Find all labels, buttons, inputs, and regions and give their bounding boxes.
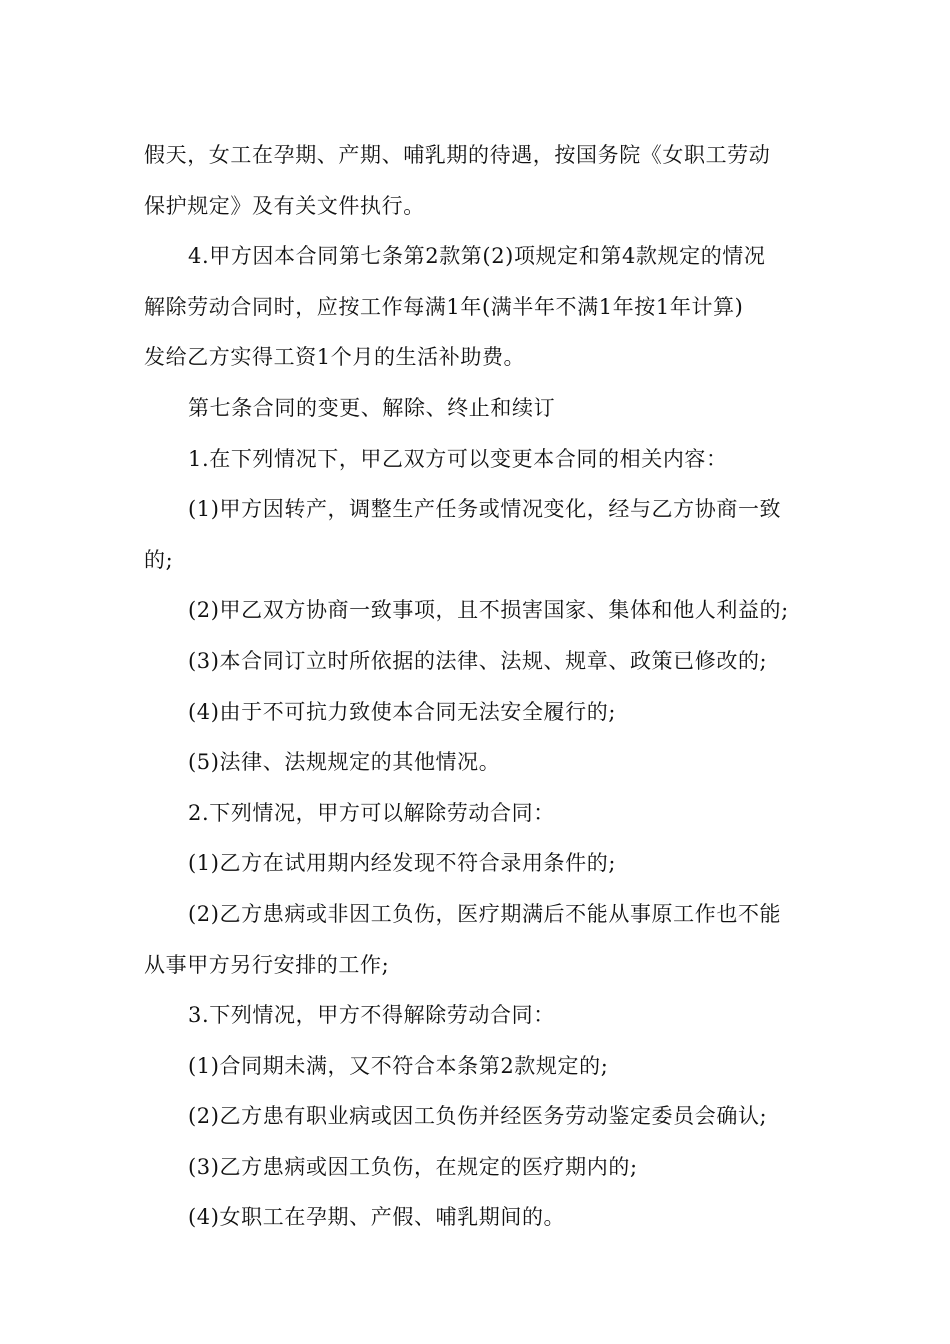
- text-line: 发给乙方实得工资1个月的生活补助费。: [144, 345, 526, 370]
- text-line: (1)甲方因转产，调整生产任务或情况变化，经与乙方协商一致: [188, 497, 782, 522]
- text-line: 的;: [144, 547, 174, 572]
- text-line: 2.下列情况，甲方可以解除劳动合同：: [188, 800, 555, 825]
- document-body: [144, 130, 824, 1243]
- text-line: (2)甲乙双方协商一致事项，且不损害国家、集体和他人利益的;: [188, 598, 789, 623]
- text-line: (4)女职工在孕期、产假、哺乳期间的。: [188, 1205, 566, 1230]
- text-line: (4)由于不可抗力致使本合同无法安全履行的;: [188, 699, 617, 724]
- text-line: (3)乙方患病或因工负伤，在规定的医疗期内的;: [188, 1154, 638, 1179]
- text-line: 解除劳动合同时，应按工作每满1年(满半年不满1年按1年计算): [144, 294, 744, 319]
- text-line: (1)合同期未满，又不符合本条第2款规定的;: [188, 1053, 609, 1078]
- text-line: 4.甲方因本合同第七条第2款第(2)项规定和第4款规定的情况: [188, 244, 766, 269]
- text-line: (2)乙方患病或非因工负伤，医疗期满后不能从事原工作也不能: [188, 901, 782, 926]
- text-line: (2)乙方患有职业病或因工负伤并经医务劳动鉴定委员会确认;: [188, 1104, 768, 1129]
- text-line: 假天，女工在孕期、产期、哺乳期的待遇，按国务院《女职工劳动: [144, 143, 771, 167]
- text-line: (1)乙方在试用期内经发现不符合录用条件的;: [188, 851, 617, 876]
- text-line: 1.在下列情况下，甲乙双方可以变更本合同的相关内容：: [188, 446, 728, 471]
- text-line: 从事甲方另行安排的工作;: [144, 952, 390, 977]
- text-line: (3)本合同订立时所依据的法律、法规、规章、政策已修改的;: [188, 648, 768, 673]
- text-line: 保护规定》及有关文件执行。: [144, 193, 425, 218]
- text-line: 3.下列情况，甲方不得解除劳动合同：: [188, 1003, 555, 1028]
- text-line: (5)法律、法规规定的其他情况。: [188, 750, 501, 775]
- section-heading: 第七条合同的变更、解除、终止和续订: [188, 395, 556, 420]
